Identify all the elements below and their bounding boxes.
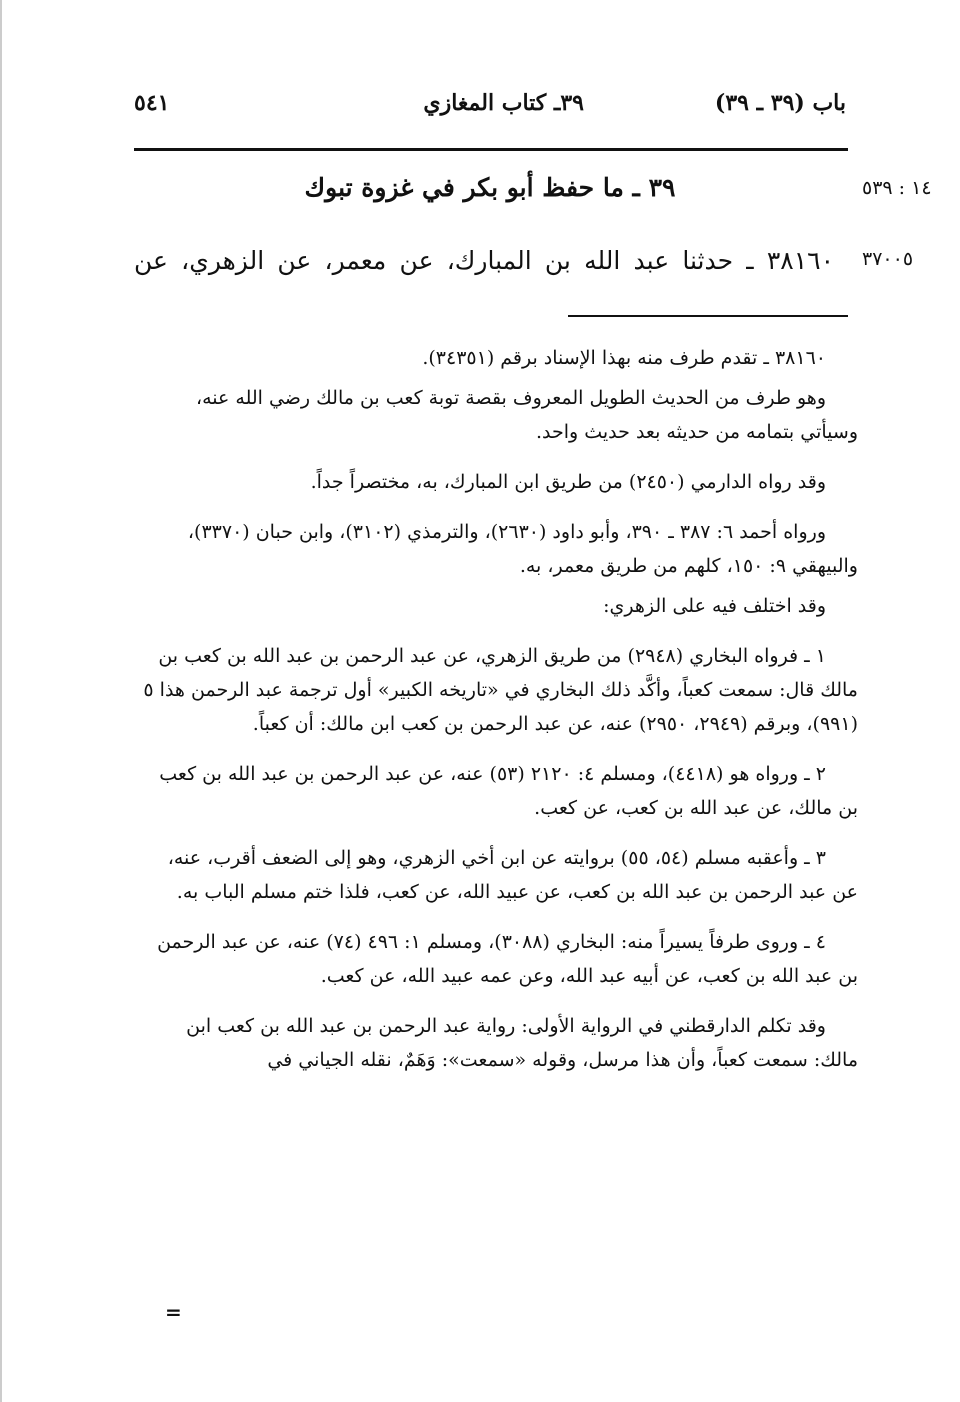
continuation-mark: =: [165, 1300, 182, 1324]
footnote-paragraph: وهو طرف من الحديث الطويل المعروف بقصة توبة كعب بن مالك رضي الله عنه، وسيأتي بتمامه من حديثه بعد حديث واحد.: [195, 387, 858, 443]
running-header: [134, 90, 846, 134]
header-bab: باب (٣٩ ـ ٣٩): [714, 90, 846, 116]
footnote-paragraph: ٢ ـ ورواه هو (٤٤١٨)، ومسلم ٤: ٢١٢٠ (٥٣) عنه، عن عبد الرحمن بن عبد الله بن كعب بن مالك، عن عبد الله بن كعب، عن كعب.: [159, 763, 858, 819]
margin-chapter-ref: ١٤ : ٥٣٩: [862, 177, 932, 199]
footnotes: [140, 341, 858, 1093]
footnote-rule: [568, 315, 848, 317]
margin-hadith-ref: ٣٧٠٠٥: [862, 248, 914, 270]
page-edge: [0, 0, 2, 1402]
header-book-title: ٣٩ـ كتاب المغازي: [423, 90, 584, 116]
chapter-title: ٣٩ ـ ما حفظ أبو بكر في غزوة تبوك: [304, 173, 676, 202]
footnote-paragraph: ٣٨١٦٠ ـ تقدم طرف منه بهذا الإسناد برقم (٣٤٣٥١).: [422, 347, 826, 369]
footnote-paragraph: وقد تكلم الدارقطني في الرواية الأولى: رواية عبد الرحمن بن عبد الله بن كعب ابن مالك: سمعت كعباً، وأن هذا مرسل، وقوله «سمعت»: وَهَمٌ، نقله الجياني في: [186, 1015, 858, 1071]
footnote-paragraph: ٣ ـ وأعقبه مسلم (٥٤، ٥٥) بروايته عن ابن أخي الزهري، وهو إلى الضعف أقرب، عنه، عن عبد الرحمن بن عبد الله بن كعب، عن عبيد الله، عن كعب، فلذا ختم مسلم الباب به.: [167, 847, 858, 903]
footnote-paragraph: ورواه أحمد ٦: ٣٨٧ ـ ٣٩٠، وأبو داود (٢٦٣٠)، والترمذي (٣١٠٢)، وابن حبان (٣٣٧٠)، والبيهقي ٩: ١٥٠، كلهم من طريق معمر، به.: [187, 521, 858, 577]
footnote-paragraph: ١ ـ فرواه البخاري (٢٩٤٨) من طريق الزهري، عن عبد الرحمن بن عبد الله بن كعب بن مالك قال: سمعت كعباً، وأكَّد ذلك البخاري في «تاريخه الكبير» أول ترجمة عبد الرحمن هذا ٥ (٩٩١)، وبرقم (٢٩٤٩، ٢٩٥٠) عنه، عن عبد الرحمن بن كعب ابن مالك: أن كعباً.: [143, 645, 858, 735]
page-number: ٥٤١: [134, 90, 170, 116]
header-rule: [134, 148, 848, 151]
footnote-paragraph: وقد اختلف فيه على الزهري:: [603, 595, 826, 617]
footnote-paragraph: ٤ ـ وروى طرفاً يسيراً منه: البخاري (٣٠٨٨)، ومسلم ١: ٤٩٦ (٧٤) عنه، عن عبد الرحمن بن عبد الله بن كعب، عن أبيه عبد الله، وعن عمه عبيد الله، عن كعب.: [157, 931, 858, 987]
footnote-paragraph: وقد رواه الدارمي (٢٤٥٠) من طريق ابن المبارك، به، مختصراً جداً.: [310, 471, 826, 493]
hadith-text: ٣٨١٦٠ ـ حدثنا عبد الله بن المبارك، عن معمر، عن الزهري، عن: [134, 246, 834, 275]
